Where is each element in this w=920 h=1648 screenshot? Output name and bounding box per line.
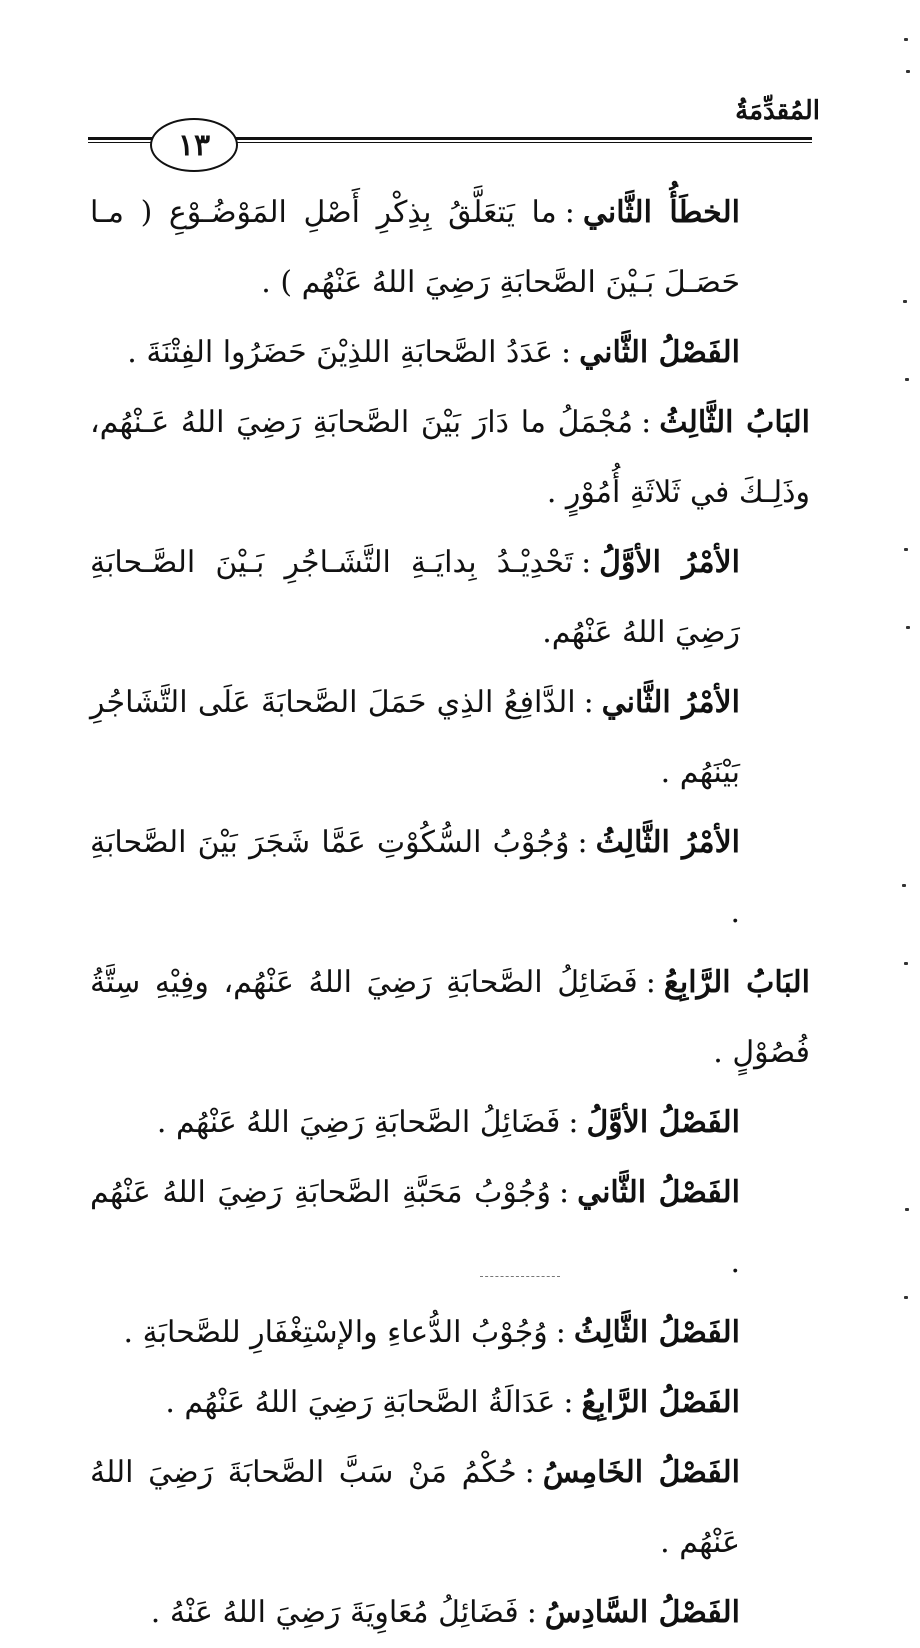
header-rule-right xyxy=(232,137,812,143)
entry-label: الفَصْلُ السَّادِسُ xyxy=(544,1595,740,1630)
entry-label: البَابُ الرَّابِعُ xyxy=(663,965,810,1000)
entry-text: وُجُوْبُ السُّكُوْتِ عَمَّا شَجَرَ بَيْنَ الصَّحابَةِ . xyxy=(90,825,740,930)
toc-entry-chapter-three xyxy=(90,1298,810,1368)
scan-speck xyxy=(904,548,908,551)
toc-entry-matter-three xyxy=(90,808,810,948)
entry-label: الفَصْلُ الأوَّلُ xyxy=(586,1105,740,1140)
entry-label: الخطَأُ الثَّاني xyxy=(582,195,740,230)
entry-label: الأمْرُ الثَّاني xyxy=(601,685,740,720)
entry-label: الفَصْلُ الثَّاني xyxy=(577,1175,740,1210)
page-end-ornament xyxy=(480,1270,560,1277)
toc-entry-chapter-six xyxy=(90,1578,810,1648)
entry-separator: : xyxy=(583,685,594,720)
entry-text: تَحْدِيْـدُ بِدايَـةِ التَّشَـاجُرِ بَـيْنَ الصَّـحابَةِ رَضِيَ اللهُ عَنْهُم. xyxy=(90,545,740,650)
entry-text: الدَّافِعُ الذِي حَمَلَ الصَّحابَةَ عَلَى التَّشَاجُرِ بَيْنَهُم . xyxy=(90,685,740,790)
entry-text: وُجُوْبُ الدُّعاءِ والإسْتِغْفَارِ للصَّحابَةِ . xyxy=(123,1315,548,1350)
scan-speck xyxy=(904,38,908,41)
entry-label: الفَصْلُ الخَامِسُ xyxy=(542,1455,740,1490)
toc-entry-part-three xyxy=(90,388,810,528)
scan-speck xyxy=(906,70,910,73)
entry-separator: : xyxy=(577,825,588,860)
toc-entry-chapter-two-b xyxy=(90,1158,810,1298)
toc-entry-chapter-two xyxy=(90,318,810,388)
entry-label: الأمْرُ الأوَّلُ xyxy=(599,545,740,580)
entry-text: عَدَدُ الصَّحابَةِ اللذِيْنَ حَضَرُوا الفِتْنَةَ . xyxy=(127,335,554,370)
entry-separator: : xyxy=(555,1315,566,1350)
entry-label: الفَصْلُ الرَّابِعُ xyxy=(581,1385,740,1420)
scan-speck xyxy=(902,884,906,887)
scan-speck xyxy=(905,378,909,381)
toc-entry-part-four xyxy=(90,948,810,1088)
entry-text: ما يَتعَلَّقُ بِذِكْرِ أَصْلِ المَوْضُـوْعِ ( مـا حَصَـلَ بَـيْنَ الصَّحابَةِ رَضِيَ اللهُ عَنْهُم ) . xyxy=(90,195,740,300)
entry-separator: : xyxy=(524,1455,535,1490)
entry-separator: : xyxy=(568,1105,579,1140)
entry-separator: : xyxy=(564,195,575,230)
entry-text: عَدَالَةُ الصَّحابَةِ رَضِيَ اللهُ عَنْهُم . xyxy=(165,1385,556,1420)
toc-entry-chapter-four xyxy=(90,1368,810,1438)
scan-speck xyxy=(905,1208,909,1211)
entry-separator: : xyxy=(561,335,572,370)
header-rule-left xyxy=(88,137,154,143)
entry-separator: : xyxy=(581,545,592,580)
entry-text: فَضَائِلُ مُعَاوِيَةَ رَضِيَ اللهُ عَنْهُ . xyxy=(150,1595,519,1630)
entry-separator: : xyxy=(563,1385,574,1420)
entry-text: مُجْمَلُ ما دَارَ بَيْنَ الصَّحابَةِ رَضِيَ اللهُ عَـنْهُم، وذَلِـكَ في ثَلاثَةِ أُمُوْرٍ . xyxy=(90,405,810,510)
entry-text: فَضَائِلُ الصَّحابَةِ رَضِيَ اللهُ عَنْهُم، وفِيْهِ سِتَّةُ فُصُوْلٍ . xyxy=(90,965,810,1070)
scan-speck xyxy=(904,1296,908,1299)
scan-speck xyxy=(903,300,907,303)
entry-text: وُجُوْبُ مَحَبَّةِ الصَّحابَةِ رَضِيَ اللهُ عَنْهُم . xyxy=(90,1175,740,1280)
entry-label: الأمْرُ الثَّالِثُ xyxy=(595,825,741,860)
toc-entry-chapter-one xyxy=(90,1088,810,1158)
entry-label: الفَصْلُ الثَّاني xyxy=(579,335,740,370)
entry-text: حُكْمُ مَنْ سَبَّ الصَّحابَةَ رَضِيَ اللهُ عَنْهُم . xyxy=(90,1455,740,1560)
entry-separator: : xyxy=(645,965,656,1000)
scan-speck xyxy=(904,962,908,965)
entry-separator: : xyxy=(558,1175,570,1210)
entry-separator: : xyxy=(526,1595,537,1630)
entry-label: البَابُ الثَّالِثُ xyxy=(659,405,810,440)
toc-entry-matter-one xyxy=(90,528,810,668)
running-title: المُقدِّمَةُ xyxy=(735,96,820,126)
page-number: ١٣ xyxy=(150,118,238,172)
entry-text: فَضَائِلُ الصَّحابَةِ رَضِيَ اللهُ عَنْهُم . xyxy=(156,1105,561,1140)
table-of-contents xyxy=(90,178,810,1648)
toc-entry-matter-two xyxy=(90,668,810,808)
toc-entry-error-two xyxy=(90,178,810,318)
scan-speck xyxy=(906,626,910,629)
toc-entry-chapter-five xyxy=(90,1438,810,1578)
entry-label: الفَصْلُ الثَّالِثُ xyxy=(573,1315,740,1350)
entry-separator: : xyxy=(641,405,652,440)
